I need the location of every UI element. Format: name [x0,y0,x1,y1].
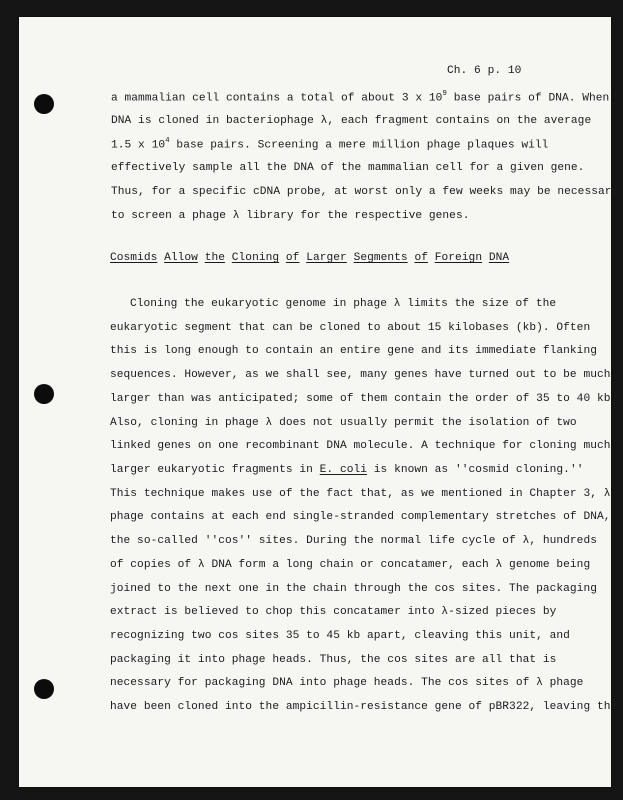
section-heading: Cosmids Allow the Cloning of Larger Segments of Foreign DNA [110,252,510,264]
text-line: to screen a phage λ library for the respective genes. [111,210,470,222]
punch-hole-bottom [34,679,54,699]
text-line: joined to the next one in the chain through the cos sites. The packaging [110,583,597,595]
text-line: eukaryotic segment that can be cloned to about 15 kilobases (kb). Often [110,322,591,334]
text-line: a mammalian cell contains a total of about 3 x $10^9$ base pairs of DNA. When [111,90,610,105]
document-page [19,17,619,787]
text-line: have been cloned into the ampicillin-resistance gene of pBR322, leaving the [110,701,618,713]
text-line: This technique makes use of the fact that, as we mentioned in Chapter 3, λ [110,488,611,500]
text-line: extract is believed to chop this concatamer into λ-sized pieces by [110,606,557,618]
text-line: recognizing two cos sites 35 to 45 kb apart, cleaving this unit, and [110,630,570,642]
text-line: larger eukaryotic fragments in E. coli is known as ''cosmid cloning.'' [110,464,584,476]
text-line: sequences. However, as we shall see, many genes have turned out to be much [110,369,611,381]
punch-hole-top [34,94,54,114]
text-line: the so-called ''cos'' sites. During the normal life cycle of λ, hundreds [110,535,597,547]
text-line: of copies of λ DNA form a long chain or concatamer, each λ genome being [110,559,591,571]
text-line: linked genes on one recombinant DNA molecule. A technique for cloning much [110,440,611,452]
text-line: 1.5 x $10^4$ base pairs. Screening a mere million phage plaques will [111,137,549,152]
punch-hole-middle [34,384,54,404]
text-line: larger than was anticipated; some of them contain the order of 35 to 40 kb. [110,393,618,405]
text-line: packaging it into phage heads. Thus, the cos sites are all that is [110,654,557,666]
text-line: necessary for packaging DNA into phage heads. The cos sites of λ phage [110,677,584,689]
text-line: this is long enough to contain an entire gene and its immediate flanking [110,345,597,357]
text-line: phage contains at each end single-stranded complementary stretches of DNA, [110,511,611,523]
text-line: DNA is cloned in bacteriophage λ, each fragment contains on the average [111,115,592,127]
text-line: effectively sample all the DNA of the mammalian cell for a given gene. [111,162,585,174]
text-line: Also, cloning in phage λ does not usually permit the isolation of two [110,417,577,429]
text-line: Thus, for a specific cDNA probe, at worst only a few weeks may be necessary [111,186,619,198]
page-header: Ch. 6 p. 10 [447,65,522,77]
text-line: Cloning the eukaryotic genome in phage λ limits the size of the [130,298,557,310]
